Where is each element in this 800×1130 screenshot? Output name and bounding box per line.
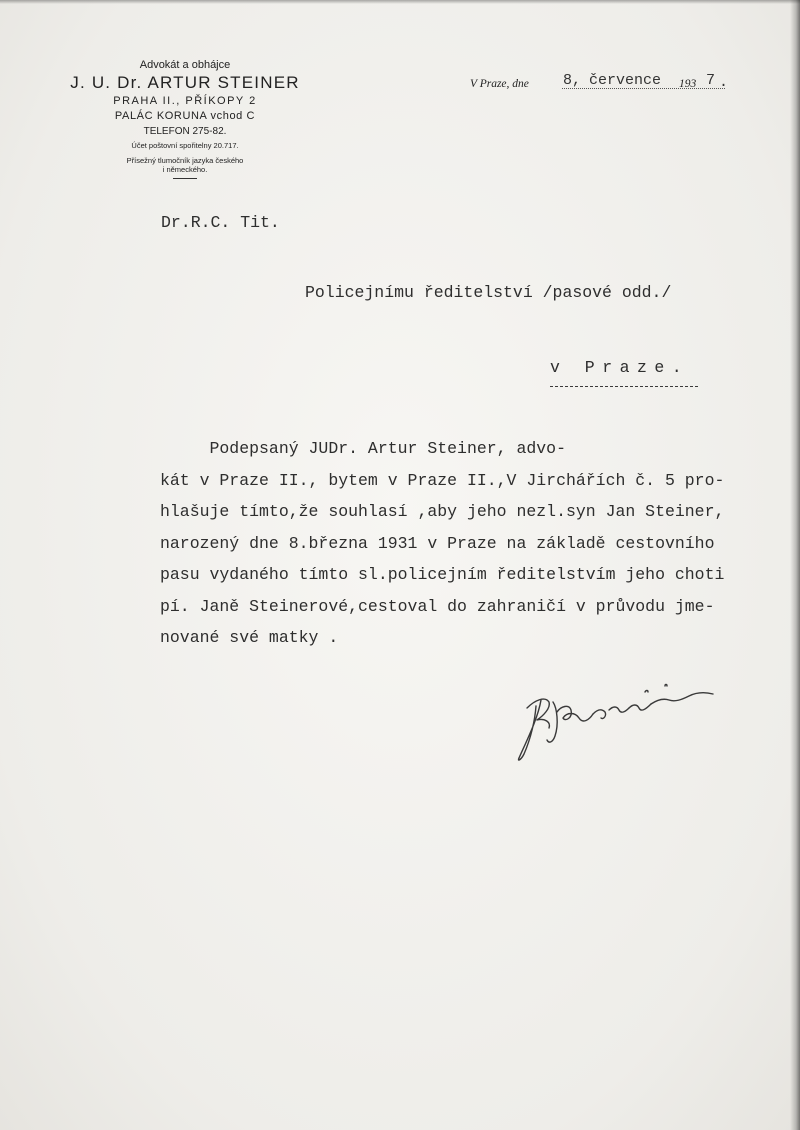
dateline-year-digit: 7 xyxy=(706,72,716,89)
body-line: Podepsaný JUDr. Artur Steiner, advo- xyxy=(160,439,566,458)
city-underline xyxy=(550,386,698,387)
letterhead-interpreter-line-1: Přísežný tlumočník jazyka českého xyxy=(126,156,244,165)
body-line: pí. Janě Steinerové,cestoval do zahraničí v průvodu jme- xyxy=(160,596,715,616)
letterhead xyxy=(40,58,330,179)
dateline-year-prefix: 193 xyxy=(679,78,697,90)
letterhead-address: PRAHA II., PŘÍKOPY 2 xyxy=(113,95,257,107)
dateline-trailing-dot: . xyxy=(719,74,729,91)
dateline-prefix: V Praze, dne xyxy=(470,78,529,90)
letterhead-phone: TELEFON 275-82. xyxy=(143,126,227,137)
reference-line: Dr.R.C. Tit. xyxy=(161,213,280,232)
body-line: kát v Praze II., bytem v Praze II.,V Jirchářích č. 5 pro- xyxy=(160,470,725,490)
body-line: pasu vydaného tímto sl.policejním ředitelstvím jeho choti xyxy=(160,565,725,584)
addressee-line: Policejnímu ředitelství /pasové odd./ xyxy=(305,283,672,302)
body-line: hlašuje tímto,že souhlasí ,aby jeho nezl.syn Jan Steiner, xyxy=(160,502,725,521)
body-line: nované své matky . xyxy=(160,628,339,647)
letterhead-account: Účet poštovní spořitelny 20.717. xyxy=(131,141,239,150)
city-line: v Praze. xyxy=(550,358,690,377)
page-top-edge xyxy=(0,0,800,4)
letterhead-building: PALÁC KORUNA vchod C xyxy=(114,110,256,122)
handwritten-signature xyxy=(505,678,720,768)
letterhead-name: J. U. Dr. ARTUR STEINER xyxy=(70,73,300,92)
letterhead-interpreter-line-2: i německého. xyxy=(162,165,208,174)
letter-body xyxy=(160,433,780,654)
dateline-day: 8, xyxy=(563,72,582,89)
dateline xyxy=(470,72,770,94)
dateline-month: července xyxy=(589,72,662,89)
page-right-edge xyxy=(790,0,800,1130)
body-line: narozený dne 8.března 1931 v Praze na základě cestovního xyxy=(160,533,715,553)
letterhead-rule xyxy=(173,178,197,179)
letterhead-role: Advokát a obhájce xyxy=(139,59,231,71)
